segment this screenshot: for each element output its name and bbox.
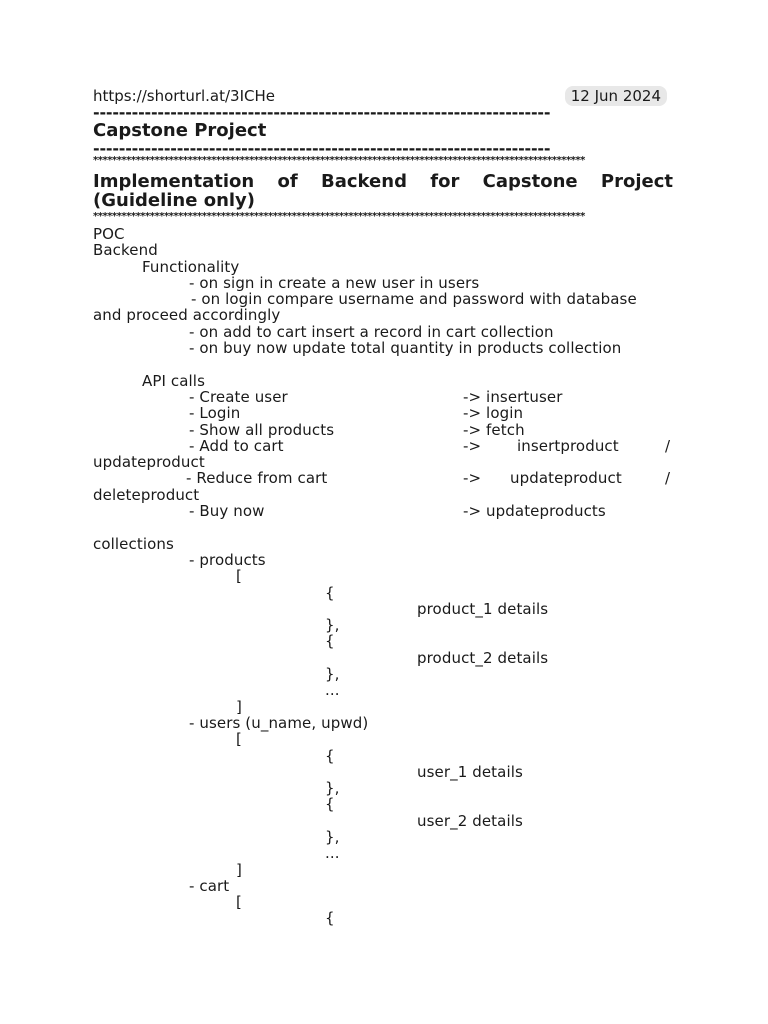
json-brace: }, [325, 827, 340, 846]
json-bracket: [ [236, 893, 242, 912]
list-item: - on add to cart insert a record in cart collection [189, 322, 554, 341]
collection-item: product_1 details [417, 599, 549, 618]
json-bracket: ] [236, 860, 242, 879]
poc-label: POC [93, 225, 125, 243]
collections-heading: collections [93, 534, 174, 553]
collection-item: product_2 details [417, 648, 549, 667]
api-row [93, 438, 675, 454]
api-row [93, 405, 675, 421]
api-endpoint: -> updateproducts [463, 502, 606, 521]
collection-item: user_2 details [417, 811, 523, 830]
api-endpoint: updateproduct [510, 469, 622, 488]
collection-item: user_1 details [417, 762, 523, 781]
api-heading: API calls [142, 371, 205, 390]
json-brace: { [325, 909, 335, 928]
api-arrow: -> [463, 469, 482, 488]
json-bracket: ] [236, 697, 242, 716]
collection-label: - cart [189, 876, 230, 895]
date-badge: 12 Jun 2024 [565, 86, 667, 106]
dash-divider: ----------------------------------------------------------------------- [93, 144, 551, 156]
dash-divider: ----------------------------------------------------------------------- [93, 108, 551, 120]
star-divider: ******************************************************************************************************** [93, 156, 585, 164]
json-bracket: [ [236, 730, 242, 749]
json-brace: { [325, 795, 335, 814]
json-ellipsis: ... [325, 844, 340, 863]
api-row [93, 389, 675, 405]
api-slash: / [665, 469, 671, 488]
functionality-heading: Functionality [142, 257, 240, 276]
collection-label: - products [189, 550, 266, 569]
api-wrap: deleteproduct [93, 485, 200, 504]
api-slash: / [665, 436, 671, 455]
json-bracket: [ [236, 567, 242, 586]
body-text [93, 226, 675, 927]
star-divider: ******************************************************************************************************** [93, 212, 585, 220]
api-label: - Login [189, 404, 241, 423]
api-row [93, 470, 675, 486]
document-page [93, 86, 675, 927]
api-endpoint: -> fetch [463, 420, 525, 439]
list-item: - on login compare username and password with database [191, 290, 637, 309]
list-item: - on sign in create a new user in users [189, 273, 480, 292]
json-brace: { [325, 583, 335, 602]
api-endpoint: insertproduct [517, 436, 619, 455]
api-label: - Buy now [189, 502, 265, 521]
api-endpoint: -> insertuser [463, 387, 563, 406]
json-brace: }, [325, 665, 340, 684]
api-row [93, 503, 675, 519]
json-brace: { [325, 632, 335, 651]
json-brace: }, [325, 616, 340, 635]
list-item: - on buy now update total quantity in products collection [189, 339, 622, 358]
list-item: and proceed accordingly [93, 306, 281, 325]
api-endpoint: -> login [463, 404, 524, 423]
api-label: - Create user [189, 387, 288, 406]
api-label: - Add to cart [189, 436, 284, 455]
api-label: - Reduce from cart [186, 469, 328, 488]
source-url[interactable]: https://shorturl.at/3ICHe [93, 87, 275, 105]
api-arrow: -> [463, 436, 482, 455]
section-title: Implementation of Backend for Capstone Project (Guideline only) [93, 171, 673, 211]
api-wrap: updateproduct [93, 453, 205, 472]
api-label: - Show all products [189, 420, 335, 439]
json-ellipsis: ... [325, 681, 340, 700]
json-brace: }, [325, 779, 340, 798]
document-header [93, 86, 675, 106]
api-row [93, 422, 675, 438]
backend-label: Backend [93, 241, 158, 260]
page-title: Capstone Project [93, 120, 267, 141]
json-brace: { [325, 746, 335, 765]
collection-label: - users (u_name, upwd) [189, 713, 369, 732]
